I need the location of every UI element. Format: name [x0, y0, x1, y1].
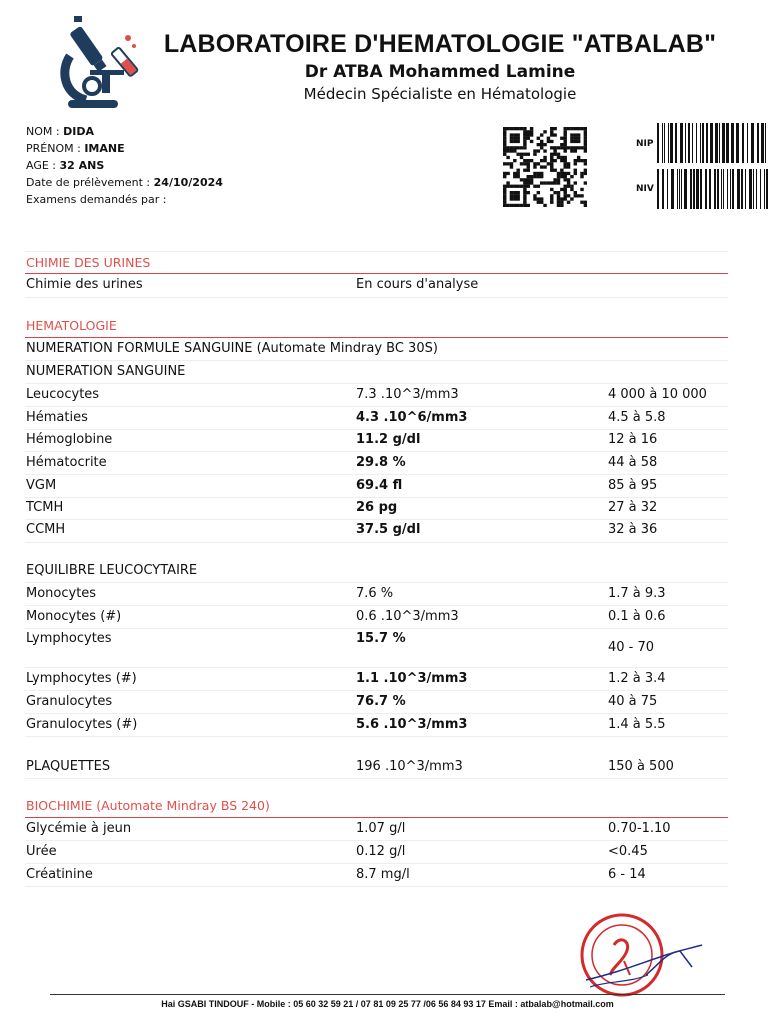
row-monocytes-range: 1.7 à 9.3 — [608, 586, 666, 601]
row-monocytes-value: 7.6 % — [356, 586, 394, 601]
section-rule — [25, 817, 728, 818]
separator — [25, 863, 728, 864]
doctor-name: Dr ATBA Mohammed Lamine — [304, 62, 576, 82]
row-creatinine-value: 8.7 mg/l — [356, 867, 410, 882]
row-glycemie-range: 0.70-1.10 — [608, 821, 671, 836]
row-vgm-name: VGM — [26, 478, 57, 493]
row-granulocytes-abs-value: 5.6 .10^3/mm3 — [356, 717, 468, 732]
separator — [25, 297, 728, 298]
row-plaquettes-value: 196 .10^3/mm3 — [356, 759, 463, 774]
row-plaquettes-range: 150 à 500 — [608, 759, 674, 774]
row-plaquettes-name: PLAQUETTES — [26, 759, 111, 774]
row-creatinine-range: 6 - 14 — [608, 867, 646, 882]
separator — [25, 582, 728, 583]
separator — [25, 451, 728, 452]
test-name: Chimie des urines — [26, 277, 143, 292]
row-lymphocytes-abs-range: 1.2 à 3.4 — [608, 671, 666, 686]
row-granulocytes-value: 76.7 % — [356, 694, 406, 709]
row-tcmh-value: 26 pg — [356, 500, 398, 515]
section-rule — [25, 273, 728, 274]
row-hematies-range: 4.5 à 5.8 — [608, 410, 666, 425]
separator — [25, 690, 728, 691]
separator — [25, 497, 728, 498]
row-ccmh-range: 32 à 36 — [608, 522, 658, 537]
row-granulocytes-abs-name: Granulocytes (#) — [26, 717, 138, 732]
separator — [25, 474, 728, 475]
row-tcmh-name: TCMH — [26, 500, 64, 515]
row-granulocytes-name: Granulocytes — [26, 694, 113, 709]
subsection-numeration: NUMERATION SANGUINE — [26, 364, 186, 379]
nip-barcode-icon — [657, 123, 768, 163]
row-glycemie-value: 1.07 g/l — [356, 821, 406, 836]
row-vgm-range: 85 à 95 — [608, 478, 658, 493]
row-uree-value: 0.12 g/l — [356, 844, 406, 859]
nip-label: NIP — [636, 139, 654, 149]
lab-stamp-icon — [576, 905, 708, 1005]
row-granulocytes-abs-range: 1.4 à 5.5 — [608, 717, 666, 732]
patient-info: NOM : DIDA PRÉNOM : IMANE AGE : 32 ANS Date de prélèvement : 24/10/2024 Examens demandés par : — [26, 125, 223, 206]
subsection-nfs: NUMERATION FORMULE SANGUINE (Automate Mindray BC 30S) — [26, 341, 438, 356]
separator — [25, 251, 728, 252]
row-hemoglobine-range: 12 à 16 — [608, 432, 658, 447]
row-leucocytes-value: 7.3 .10^3/mm3 — [356, 387, 459, 402]
section-title-hematologie: HEMATOLOGIE — [26, 318, 117, 333]
row-hematocrite-name: Hématocrite — [26, 455, 107, 470]
sample-date: 24/10/2024 — [153, 176, 223, 189]
row-monocytes-abs-name: Monocytes (#) — [26, 609, 122, 624]
row-lymphocytes-range: 40 - 70 — [608, 640, 655, 655]
separator — [25, 713, 728, 714]
subsection-equilibre: EQUILIBRE LEUCOCYTAIRE — [26, 563, 198, 578]
row-hemoglobine-value: 11.2 g/dl — [356, 432, 421, 447]
qr-code-icon — [503, 127, 587, 207]
separator — [25, 519, 728, 520]
row-hematies-value: 4.3 .10^6/mm3 — [356, 410, 468, 425]
row-glycemie-name: Glycémie à jeun — [26, 821, 132, 836]
patient-age: 32 ANS — [59, 159, 105, 172]
test-result: En cours d'analyse — [356, 277, 479, 292]
footer-rule — [50, 994, 725, 995]
separator — [25, 840, 728, 841]
row-lymphocytes-name: Lymphocytes — [26, 631, 112, 646]
row-granulocytes-range: 40 à 75 — [608, 694, 658, 709]
row-lymphocytes-abs-name: Lymphocytes (#) — [26, 671, 137, 686]
separator — [25, 736, 728, 737]
row-monocytes-abs-range: 0.1 à 0.6 — [608, 609, 666, 624]
row-monocytes-name: Monocytes — [26, 586, 97, 601]
separator — [25, 383, 728, 384]
separator — [25, 667, 728, 668]
row-ccmh-name: CCMH — [26, 522, 66, 537]
row-hematocrite-value: 29.8 % — [356, 455, 406, 470]
section-title-urines: CHIMIE DES URINES — [26, 255, 151, 270]
row-lymphocytes-value: 15.7 % — [356, 631, 406, 646]
row-hematocrite-range: 44 à 58 — [608, 455, 658, 470]
niv-label: NIV — [636, 184, 654, 194]
separator — [25, 360, 728, 361]
patient-nom: DIDA — [63, 125, 94, 138]
row-hematies-name: Hématies — [26, 410, 88, 425]
lab-title: LABORATOIRE D'HEMATOLOGIE "ATBALAB" — [163, 30, 717, 58]
row-vgm-value: 69.4 fl — [356, 478, 403, 493]
row-creatinine-name: Créatinine — [26, 867, 93, 882]
row-monocytes-abs-value: 0.6 .10^3/mm3 — [356, 609, 459, 624]
separator — [25, 778, 728, 779]
row-leucocytes-name: Leucocytes — [26, 387, 100, 402]
separator — [25, 429, 728, 430]
row-uree-name: Urée — [26, 844, 57, 859]
patient-prenom: IMANE — [84, 142, 125, 155]
section-rule — [25, 337, 728, 338]
row-ccmh-value: 37.5 g/dl — [356, 522, 421, 537]
separator — [25, 886, 728, 887]
separator — [25, 406, 728, 407]
row-uree-range: <0.45 — [608, 844, 648, 859]
doctor-specialty: Médecin Spécialiste en Hématologie — [303, 85, 577, 103]
microscope-logo-icon — [60, 16, 140, 111]
row-hemoglobine-name: Hémoglobine — [26, 432, 113, 447]
row-leucocytes-range: 4 000 à 10 000 — [608, 387, 707, 402]
niv-barcode-icon — [657, 169, 768, 209]
footer-contact: Hai GSABI TINDOUF - Mobile : 05 60 32 59 21 / 07 81 09 25 77 /06 56 84 93 17 Email : atbalab@hotmail.com — [161, 999, 614, 1009]
examens-label: Examens demandés par : — [26, 193, 167, 206]
section-title-biochimie: BIOCHIMIE (Automate Mindray BS 240) — [26, 798, 270, 813]
separator — [25, 542, 728, 543]
row-tcmh-range: 27 à 32 — [608, 500, 658, 515]
separator — [25, 605, 728, 606]
separator — [25, 628, 728, 629]
row-lymphocytes-abs-value: 1.1 .10^3/mm3 — [356, 671, 468, 686]
